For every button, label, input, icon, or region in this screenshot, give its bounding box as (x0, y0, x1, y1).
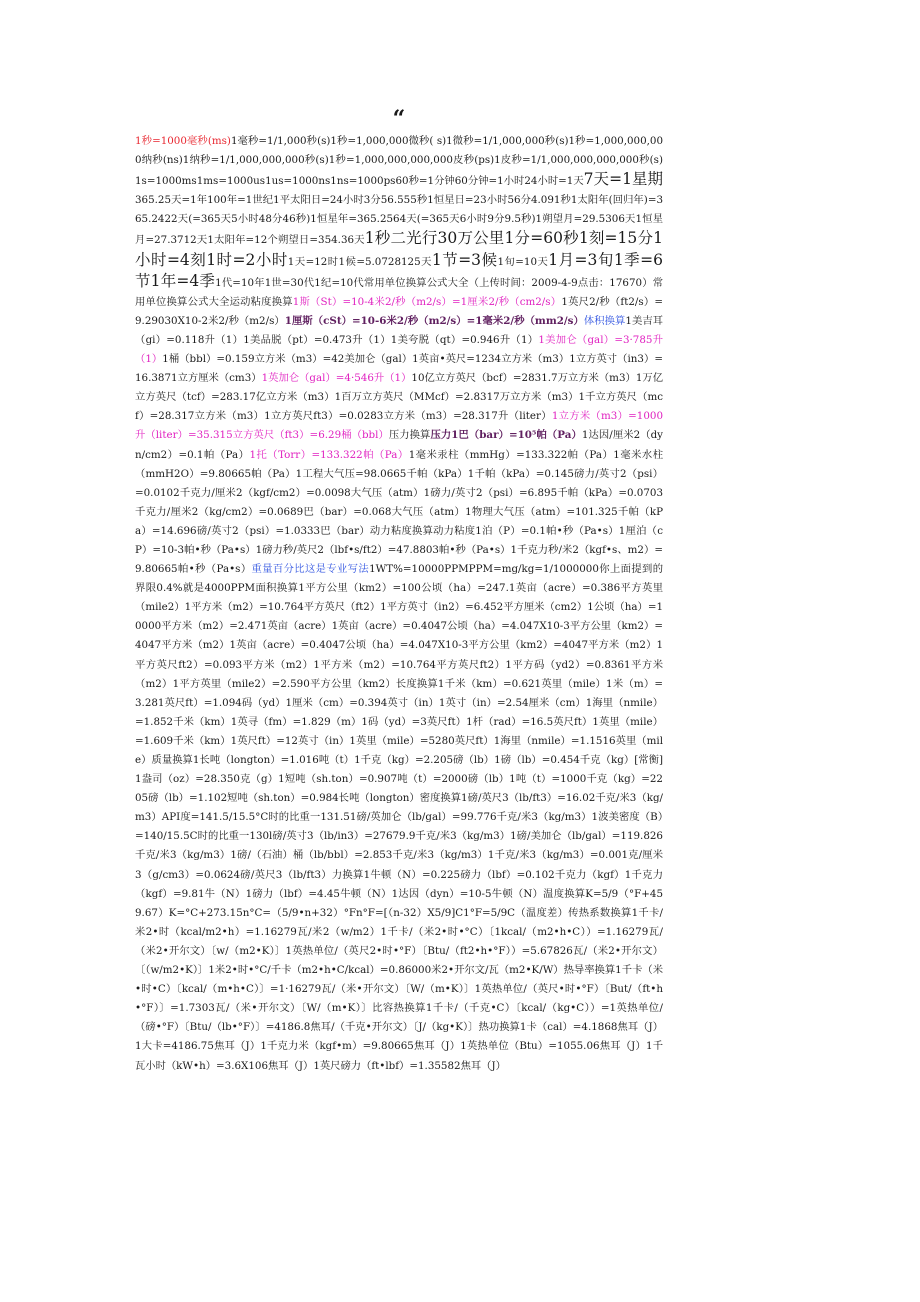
text-segment: 1立方米（m3）=1000升（liter）=35.315立方英尺（ft3）=6.29桶（bbl） (135, 410, 664, 442)
text-segment: 压力1巴（bar）=10⁵帕（Pa） (430, 429, 582, 442)
text-segment: 1英尺2/秒（ft2/s）=9.29030X10-2米2/秒（m2/s） (135, 295, 663, 327)
text-segment: 1代=10年1世=30代1纪=10代常用单位换算公式大全（上传时间：2009-4-9点击：17670）常用单位换算公式大全运动粘度换算 (135, 276, 663, 308)
document-body-text (135, 132, 663, 1076)
text-segment: 1厘斯（cSt）=10-6米2/秒（m2/s）=1毫米2/秒（mm2/s） (284, 314, 584, 327)
document-page (135, 108, 663, 1076)
text-segment: 1秒=1000毫秒(ms) (135, 135, 231, 147)
text-segment: 1达因/厘米2（dyn/cm2）=0.1帕（Pa） (135, 429, 664, 461)
text-segment: 1斯（St）=10-4米2/秒（m2/s）=1厘米2/秒（cm2/s） (292, 295, 562, 308)
text-segment: 1美吉耳（gi）=0.118升（1）1美品脱（pt）=0.473升（1）1美夸脱（qt）=0.946升（1） (135, 314, 664, 346)
text-segment: 1WT%=10000PPMPPM=mg/kg=1/1000000你上面提到的界限0.4%就是4000PPM面积换算1平方公里（km2）=100公顷（ha）=247.1英亩（acre）=0.386平方英里（mile2）1平方米（m2）=10.764平方英尺（ft2）1平方英寸（in2）=6.452平方厘米（cm2）1公顷（ha）=10000平方米（m2）=2.471英亩（acre）1英亩（acre）=0.4047公顷（ha）=4.047X10-3平方公里（km2）=4047平方米（m2）1英亩（acre）=0.4047公顷（ha）=4.047X10-3平方公里（km2）=4047平方米（m2）1平方英尺ft2）=0.093平方米（m2）1平方米（m2）=10.764平方英尺ft2）1平方码（yd2）=0.8361平方米（m2）1平方英里（mile2）=2.590平方公里（km2）长度换算1千米（km）=0.621英里（mile）1米（m）=3.281英尺ft）=1.094码（yd）1厘米（cm）=0.394英寸（in）1英寸（in）=2.54厘米（cm）1海里（nmile）=1.852千米（km）1英寻（fm）=1.829（m）1码（yd）=3英尺ft）1杆（rad）=16.5英尺ft）1英里（mile）=1.609千米（km）1英尺ft）=12英寸（in）1英里（mile）=5280英尺ft）1海里（nmile）=1.1516英里（mile）质量换算1长吨（longton）=1.016吨（t）1千克（kg）=2.205磅（lb）1磅（lb）=0.454千克（kg）[常衡]1盎司（oz）=28.350克（g）1短吨（sh.ton）=0.907吨（t）=2000磅（lb）1吨（t）=1000千克（kg）=2205磅（lb）=1.102短吨（sh.ton）=0.984长吨（longton）密度换算1磅/英尺3（lb/ft3）=16.02千克/米3（kg/m3）API度=141.5/15.5°C时的比重一131.51磅/英加仑（lb/gal）=99.776千克/米3（kg/m3）1波美密度（B）=140/15.5C时的比重一130l磅/英寸3（lb/in3）=27679.9千克/米3（kg/m3）1磅/美加仑（lb/gal）=119.826千克/米3（kg/m3）1磅/（石油）桶（lb/bbl）=2.853千克/米3（kg/m3）1千克/米3（kg/m3）=0.001克/厘米3（g/cm3）=0.0624磅/英尺3（lb/ft3）力换算1牛顿（N）=0.225磅力（lbf）=0.102千克力（kgf）1千克力（kgf）=9.81牛（N）1磅力（lbf）=4.45牛顿（N）1达因（dyn）=10-5牛顿（N）温度换算K=5/9（°F+459.67）K=°C+273.15n°C=（5/9•n+32）°Fn°F=[（n-32）X5/9]C1°F=5/9C（温度差）传热系数换算1千卡/米2•时（kcal/m2•h）=1.16279瓦/米2（w/m2）1千卡/（米2•时•°C）〔1kcal/（m2•h•C））=1.16279瓦/（米2•开尔文）〔w/（m2•K）〕1英热单位/（英尺2•时•°F）〔Btu/（ft2•h•°F））=5.67826瓦/（米2•开尔文）〔（w/m2•K）〕1米2•时•°C/千卡（m2•h•C/kcal）=0.86000米2•开尔文/瓦（m2•K/W）热导率换算1千卡（米•时•C）〔kcal/（m•h•C）〕=1·16279瓦/（米•开尔文）〔W/（m•K）〕1英热单位/（英尺•时•°F）〔But/（ft•h•°F）〕=1.7303瓦/（米•开尔文）〔W/（m•K）〕比容热换算1千卡/（千克•C）〔kcal/（kg•C））=1英热单位/（磅•°F）〔Btu/（lb•°F）〕=4186.8焦耳/（千克•开尔文）〔J/（kg•K）〕热功换算1卡（cal）=4.1868焦耳（J）1大卡=4186.75焦耳（J）1千克力米（kgf•m）=9.80665焦耳（J）1英热单位（Btu）=1055.06焦耳（J）1千瓦小时（kW•h）=3.6X106焦耳（J）1英尺磅力（ft•lbf）=1.35582焦耳（J） (135, 563, 663, 1072)
text-segment: 1秒二光行30万公里1分=60秒1刻=15分1小时=4刻1时=2小时 (135, 229, 663, 269)
text-segment: 1月=3旬1季=6节1年=4季 (135, 250, 663, 290)
text-segment: 7天=1星期 (583, 170, 663, 189)
text-segment: 1美加仑（gal）=3·785升（1） (135, 333, 663, 366)
text-segment: 重量百分比这是专业写法 (251, 563, 370, 576)
text-segment: 1英加仑（gal）=4·546升（1） (261, 372, 412, 385)
text-segment: 压力换算 (388, 429, 431, 442)
text-segment: 1节=3候 (431, 250, 498, 269)
text-segment: 365.25天=1年100年=1世纪1平太阳日=24小时3分56.555秒1恒星日=23小时56分4.091秒1太阳年(回归年)=365.2422天(=365天5小时48分46秒)1恒星年=365.2564天(=365天6小时9分9.5秒)1朔望月=29.5306天1恒星月=27.3712天1太阳年=12个朔望日=354.36天 (135, 194, 663, 247)
text-segment: 1毫秒=1/1,000秒(s)1秒=1,000,000微秒( s)1微秒=1/1,000,000秒(s)1秒=1,000,000,000纳秒(ns)1纳秒=1/1,000,000,000秒(s)1秒=1,000,000,000,000皮秒(ps)1皮秒=1/1,000,000,000,000秒(s)1s=1000ms1ms=1000us1us=1000ns1ns=1000ps60秒=1分钟60分钟=1小时24小时=1天 (135, 135, 663, 188)
opening-quote-mark: “ (392, 106, 406, 132)
text-segment: 1旬=10天 (497, 255, 549, 268)
text-segment: 1桶（bbl）=0.159立方米（m3）=42美加仑（gal）1英亩•英尺=1234立方米（m3）1立方英寸（in3）=16.3871立方厘米（cm3） (135, 353, 663, 385)
text-segment: 体积换算 (583, 314, 626, 327)
text-segment: 1毫米汞柱（mmHg）=133.322帕（Pa）1毫米水柱（mmH2O）=9.80665帕（Pa）1工程大气压=98.0665千帕（kPa）1千帕（kPa）=0.145磅力/英寸2（psi）=0.0102千克力/厘米2（kgf/cm2）=0.0098大气压（atm）1磅力/英寸2（psi）=6.895千帕（kPa）=0.0703千克力/厘米2（kg/cm2）=0.0689巴（bar）=0.068大气压（atm）1物理大气压（atm）=101.325千帕（kPa）=14.696磅/英寸2（psi）=1.0333巴（bar）动力粘度换算动力粘度1泊（P）=0.1帕•秒（Pa•s）1厘泊（cP）=10-3帕•秒（Pa•s）1磅力秒/英尺2（lbf•s/ft2）=47.8803帕•秒（Pa•s）1千克力秒/米2（kgf•s、m2）=9.80665帕•秒（Pa•s） (135, 448, 663, 576)
text-segment: 10亿立方英尺（bcf）=2831.7万立方米（m3）1万亿立方英尺（tcf）=283.17亿立方米（m3）1百万立方英尺（MMcf）=2.8317万立方米（m3）1千立方英尺（mcf）=28.317立方米（m3）1立方英尺ft3）=0.0283立方米（m3）=28.317升（liter） (135, 372, 664, 423)
text-segment: 1天=12时1候=5.0728125天 (287, 255, 432, 268)
text-segment: 1托（Torr）=133.322帕（Pa） (249, 448, 409, 461)
